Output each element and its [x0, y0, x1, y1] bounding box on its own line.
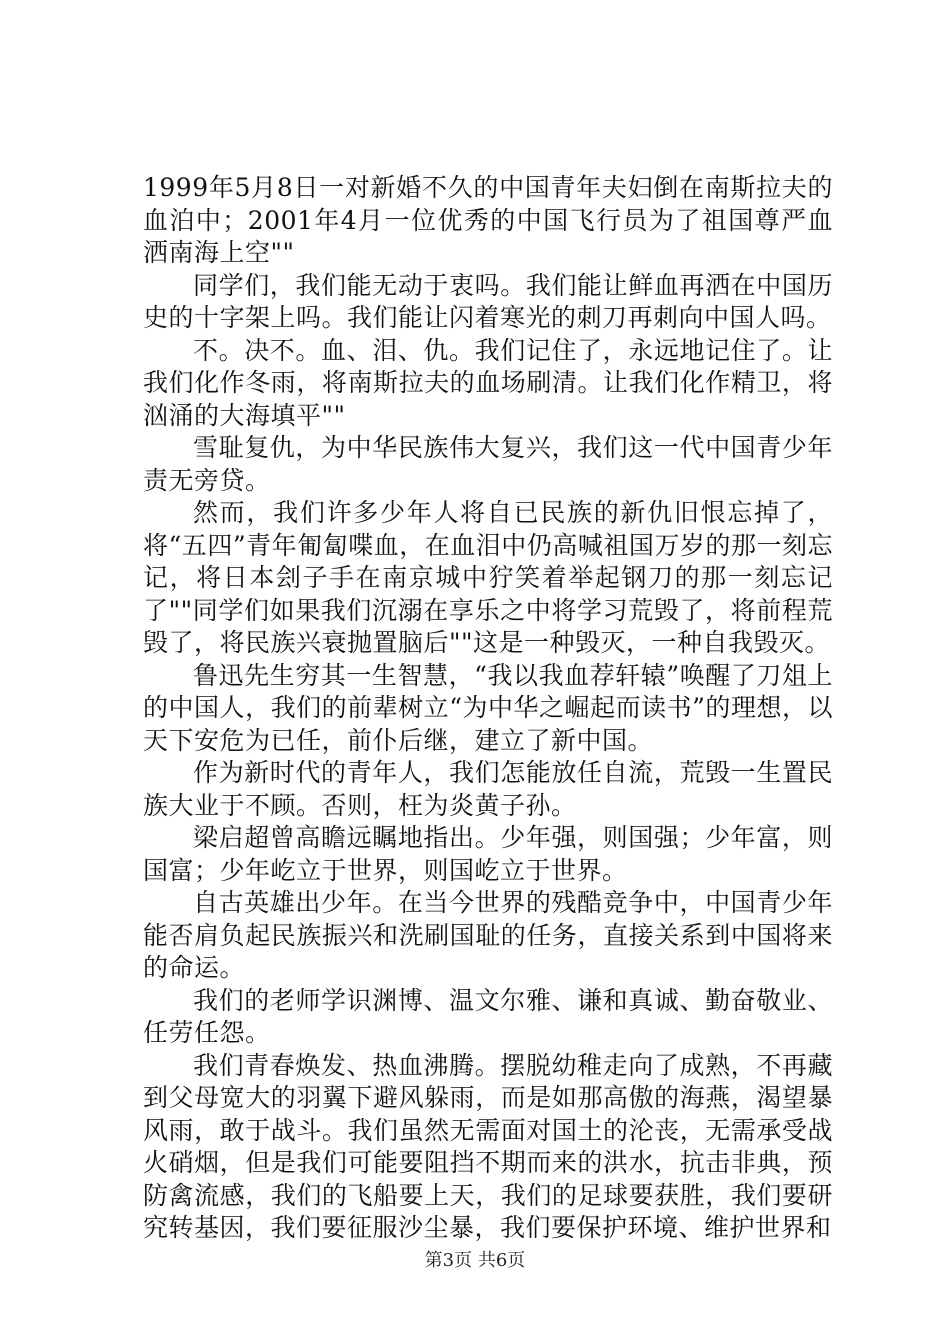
paragraph: 然而，我们许多少年人将自已民族的新仇旧恨忘掉了，将“五四”青年匍匐喋血，在血泪中仍高喊祖国万岁的那一刻忘记，将日本刽子手在南京城中狞笑着举起钢刀的那一刻忘记了""同学们如果我们沉溺在享乐之中将学习荒毁了，将前程荒毁了，将民族兴衰抛置脑后""这是一种毁灭，一种自我毁灭。: [143, 498, 833, 657]
paragraph: 雪耻复仇，为中华民族伟大复兴，我们这一代中国青少年责无旁贷。: [143, 433, 833, 495]
paragraph: 同学们，我们能无动于衷吗。我们能让鲜血再洒在中国历史的十字架上吗。我们能让闪着寒光的刺刀再刺向中国人吗。: [143, 270, 833, 332]
paragraph: 1999年5月8日一对新婚不久的中国青年夫妇倒在南斯拉夫的血泊中；2001年4月一位优秀的中国飞行员为了祖国尊严血洒南海上空"": [143, 173, 833, 267]
paragraph: 鲁迅先生穷其一生智慧，“我以我血荐轩辕”唤醒了刀俎上的中国人，我们的前辈树立“为中华之崛起而读书”的理想，以天下安危为已任，前仆后继，建立了新中国。: [143, 660, 833, 755]
paragraph: 自古英雄出少年。在当今世界的残酷竞争中，中国青少年能否肩负起民族振兴和洗刷国耻的任务，直接关系到中国将来的命运。: [143, 888, 833, 982]
page-number: 第3页 共6页: [424, 1250, 526, 1271]
paragraph: 不。决不。血、泪、仇。我们记住了，永远地记住了。让我们化作冬雨，将南斯拉夫的血场刷清。让我们化作精卫，将汹涌的大海填平"": [143, 335, 833, 430]
document-body: [143, 172, 833, 1245]
paragraph: 我们的老师学识渊博、温文尔雅、谦和真诚、勤奋敬业、任劳任怨。: [143, 985, 833, 1047]
paragraph: 我们青春焕发、热血沸腾。摆脱幼稚走向了成熟，不再藏到父母宽大的羽翼下避风躲雨，而是如那高傲的海燕，渴望暴风雨，敢于战斗。我们虽然无需面对国土的沦丧，无需承受战火硝烟，但是我们可能要阻挡不期而来的洪水，抗击非典，预防禽流感，我们的飞船要上天，我们的足球要获胜，我们要研究转基因，我们要征服沙尘暴，我们要保护环境、维护世界和: [143, 1050, 833, 1242]
paragraph: 作为新时代的青年人，我们怎能放任自流，荒毁一生置民族大业于不顾。否则，枉为炎黄子孙。: [143, 758, 833, 820]
paragraph: 梁启超曾高瞻远瞩地指出。少年强，则国强；少年富，则国富；少年屹立于世界，则国屹立于世界。: [143, 823, 833, 885]
